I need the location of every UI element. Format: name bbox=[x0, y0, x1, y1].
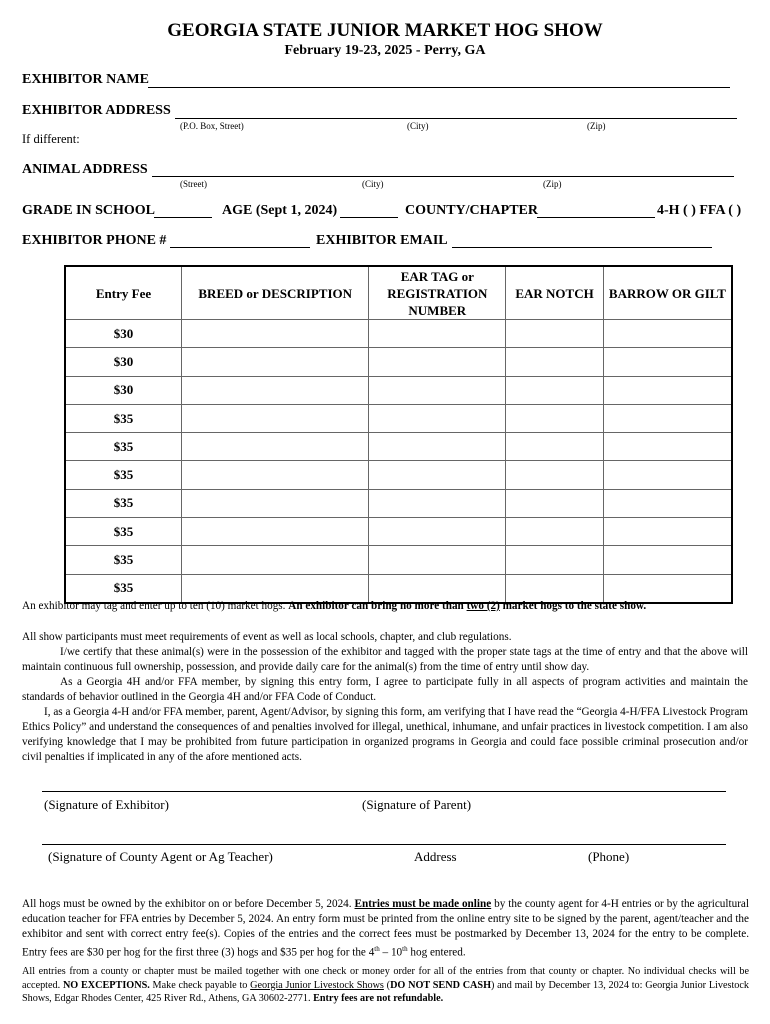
exhibitor-name-label: EXHIBITOR NAME bbox=[22, 72, 149, 87]
ear-notch-cell[interactable] bbox=[506, 518, 604, 546]
fee-cell: $35 bbox=[65, 404, 182, 432]
ear-notch-cell[interactable] bbox=[506, 348, 604, 376]
address-label: Address bbox=[414, 849, 457, 864]
email-field[interactable] bbox=[452, 247, 712, 248]
footer-sup-2: th bbox=[402, 945, 408, 953]
ear-tag-cell[interactable] bbox=[369, 546, 506, 574]
barrow-gilt-cell[interactable] bbox=[603, 546, 732, 574]
ear-notch-cell[interactable] bbox=[506, 320, 604, 348]
fee-cell: $30 bbox=[65, 348, 182, 376]
phone-signature-label: (Phone) bbox=[588, 849, 630, 864]
exhibitor-name-field[interactable] bbox=[148, 87, 730, 88]
footer-mail-address: ) and mail by December 13, 2024 to: Georgia Junior Livestock Shows, Edgar Rhodes Center, 425 River Rd., Athens, GA 30602-2771. bbox=[22, 979, 749, 1004]
fee-cell: $35 bbox=[65, 574, 182, 603]
grade-field[interactable] bbox=[154, 217, 212, 218]
barrow-gilt-cell[interactable] bbox=[603, 518, 732, 546]
footer-no-cash: DO NOT SEND CASH bbox=[390, 979, 491, 991]
footer-payee: Georgia Junior Livestock Shows bbox=[250, 979, 384, 991]
ear-notch-cell[interactable] bbox=[506, 433, 604, 461]
ear-notch-cell[interactable] bbox=[506, 489, 604, 517]
phone-label: EXHIBITOR PHONE # bbox=[22, 233, 167, 248]
fee-cell: $35 bbox=[65, 489, 182, 517]
fourh-ffa-checkboxes[interactable]: 4-H ( ) FFA ( ) bbox=[657, 203, 742, 218]
age-field[interactable] bbox=[340, 217, 398, 218]
ear-tag-cell[interactable] bbox=[369, 320, 506, 348]
animal-address-label: ANIMAL ADDRESS bbox=[22, 162, 148, 177]
fee-cell: $35 bbox=[65, 433, 182, 461]
mailing-instructions bbox=[22, 965, 749, 1006]
footer-ownership: All hogs must be owned by the exhibitor on or before December 5, 2024. bbox=[22, 898, 352, 910]
ear-tag-cell[interactable] bbox=[369, 376, 506, 404]
animal-address-field[interactable] bbox=[152, 176, 734, 177]
barrow-gilt-cell[interactable] bbox=[603, 404, 732, 432]
certification-text bbox=[22, 630, 748, 765]
phone-field[interactable] bbox=[170, 247, 310, 248]
if-different-label: If different: bbox=[22, 132, 80, 146]
city-hint: (City) bbox=[407, 121, 429, 131]
table-row bbox=[65, 546, 732, 574]
table-row bbox=[65, 461, 732, 489]
ear-notch-cell[interactable] bbox=[506, 376, 604, 404]
table-row bbox=[65, 320, 732, 348]
ear-tag-cell[interactable] bbox=[369, 348, 506, 376]
fee-cell: $35 bbox=[65, 518, 182, 546]
city-hint-2: (City) bbox=[362, 179, 384, 189]
county-label: COUNTY/CHAPTER bbox=[405, 203, 539, 218]
ear-tag-cell[interactable] bbox=[369, 518, 506, 546]
table-row bbox=[65, 348, 732, 376]
limit-bold-pre: An exhibitor can bring no more than bbox=[288, 600, 464, 612]
county-field[interactable] bbox=[537, 217, 655, 218]
fee-cell: $30 bbox=[65, 376, 182, 404]
ear-notch-cell[interactable] bbox=[506, 546, 604, 574]
exhibitor-address-label: EXHIBITOR ADDRESS bbox=[22, 103, 171, 118]
barrow-gilt-cell[interactable] bbox=[603, 461, 732, 489]
header-ear-notch: EAR NOTCH bbox=[506, 266, 604, 320]
breed-cell[interactable] bbox=[182, 546, 369, 574]
rules-paragraph-1: All show participants must meet requirements of event as well as local schools, chapter, and club regulations. bbox=[22, 631, 512, 643]
rules-paragraph-2: I/we certify that these animal(s) were in the possession of the exhibitor and tagged with the proper state tags at the time of entry and that the above will maintain continuous full ownership, possession, and provide daily care for the animal(s) from the time of entry until show day. bbox=[22, 646, 748, 673]
table-row bbox=[65, 376, 732, 404]
hog-limit-text bbox=[22, 599, 748, 614]
exhibitor-signature-label: (Signature of Exhibitor) bbox=[44, 797, 169, 812]
table-row bbox=[65, 433, 732, 461]
ear-notch-cell[interactable] bbox=[506, 404, 604, 432]
header-entry-fee: Entry Fee bbox=[65, 266, 182, 320]
header-barrow-gilt: BARROW OR GILT bbox=[603, 266, 732, 320]
header-ear-tag: EAR TAG or REGISTRATION NUMBER bbox=[369, 266, 506, 320]
signature-line-2[interactable] bbox=[42, 844, 726, 845]
footer-not-refundable: Entry fees are not refundable. bbox=[313, 993, 444, 1004]
deadline-text bbox=[22, 897, 749, 961]
fee-cell: $30 bbox=[65, 320, 182, 348]
po-box-hint: (P.O. Box, Street) bbox=[180, 121, 244, 131]
entry-table bbox=[64, 265, 733, 604]
agent-signature-label: (Signature of County Agent or Ag Teacher) bbox=[48, 849, 273, 864]
footer-online-entries: Entries must be made online bbox=[354, 898, 492, 910]
footer-sup-1: th bbox=[374, 945, 380, 953]
footer-payable-to: Make check payable to bbox=[152, 979, 248, 991]
barrow-gilt-cell[interactable] bbox=[603, 320, 732, 348]
table-row bbox=[65, 404, 732, 432]
footer-dash-10: – 10 bbox=[379, 946, 403, 959]
header-breed: BREED or DESCRIPTION bbox=[182, 266, 369, 320]
exhibitor-address-field[interactable] bbox=[175, 118, 737, 119]
footer-entry-details: by the county agent for 4-H entries or by the agricultural education teacher for FFA entries by December 5, 2024. An entry form must be printed from the online entry site to be signed by the parent, agent/teacher and the exhibitor and sent with correct entry fee(s). Copies of the entries and the correct fees must be postmarked by December 13, 2024 for the entry to be complete. Entry fees are $30 per hog for the first three (3) hogs and $35 per hog for the 4 bbox=[22, 898, 750, 959]
limit-text: An exhibitor may tag and enter up to ten (10) market hogs. bbox=[22, 600, 286, 612]
footer-hog-entered: hog entered. bbox=[407, 946, 466, 959]
breed-cell[interactable] bbox=[182, 518, 369, 546]
footer-mail-together: All entries from a county or chapter must be mailed together with one check or money order for all of the entries from that county or chapter. No individual checks will be accepted. bbox=[22, 966, 749, 991]
signature-line-1[interactable] bbox=[42, 791, 726, 792]
table-row bbox=[65, 489, 732, 517]
zip-hint-2: (Zip) bbox=[543, 179, 562, 189]
ear-tag-cell[interactable] bbox=[369, 489, 506, 517]
breed-cell[interactable] bbox=[182, 433, 369, 461]
parent-signature-label: (Signature of Parent) bbox=[362, 797, 472, 812]
breed-cell[interactable] bbox=[182, 376, 369, 404]
rules-paragraph-3: As a Georgia 4H and/or FFA member, by signing this entry form, I agree to participate fully in all aspects of program activities and maintain the standards of behavior outlined in the Georgia 4H and/or FFA Code of Conduct. bbox=[22, 676, 748, 703]
street-hint: (Street) bbox=[180, 179, 207, 189]
grade-label: GRADE IN SCHOOL bbox=[22, 203, 156, 218]
ear-notch-cell[interactable] bbox=[506, 461, 604, 489]
ear-tag-cell[interactable] bbox=[369, 433, 506, 461]
email-label: EXHIBITOR EMAIL bbox=[316, 233, 448, 248]
limit-bold-underlined: two (2) bbox=[466, 600, 500, 612]
breed-cell[interactable] bbox=[182, 404, 369, 432]
page-title: GEORGIA STATE JUNIOR MARKET HOG SHOW bbox=[167, 20, 603, 41]
footer-open-paren: ( bbox=[386, 979, 391, 991]
footer-no-exceptions: NO EXCEPTIONS. bbox=[62, 979, 150, 991]
breed-cell[interactable] bbox=[182, 489, 369, 517]
ear-tag-cell[interactable] bbox=[369, 461, 506, 489]
breed-cell[interactable] bbox=[182, 348, 369, 376]
breed-cell[interactable] bbox=[182, 320, 369, 348]
ear-tag-cell[interactable] bbox=[369, 404, 506, 432]
rules-paragraph-4: I, as a Georgia 4-H and/or FFA member, parent, Agent/Advisor, by signing this form, am verifying that I have read the “Georgia 4-H/FFA Livestock Program Ethics Policy” and understand the consequences of and penalties involved for illegal, unethical, inhumane, and unfair practices in livestock competition. I am also verifying knowledge that I may be prohibited from future participation in organized programs in Georgia and could face possible criminal prosecution and/or civil penalties if implicated in any of the afore mentioned acts. bbox=[22, 706, 748, 763]
barrow-gilt-cell[interactable] bbox=[603, 376, 732, 404]
fee-cell: $35 bbox=[65, 546, 182, 574]
fee-cell: $35 bbox=[65, 461, 182, 489]
zip-hint: (Zip) bbox=[587, 121, 606, 131]
limit-bold-post: market hogs to the state show. bbox=[502, 600, 647, 612]
page-subtitle: February 19-23, 2025 - Perry, GA bbox=[284, 43, 486, 58]
table-row bbox=[65, 518, 732, 546]
barrow-gilt-cell[interactable] bbox=[603, 348, 732, 376]
age-label: AGE (Sept 1, 2024) bbox=[222, 203, 338, 218]
barrow-gilt-cell[interactable] bbox=[603, 433, 732, 461]
barrow-gilt-cell[interactable] bbox=[603, 489, 732, 517]
breed-cell[interactable] bbox=[182, 461, 369, 489]
